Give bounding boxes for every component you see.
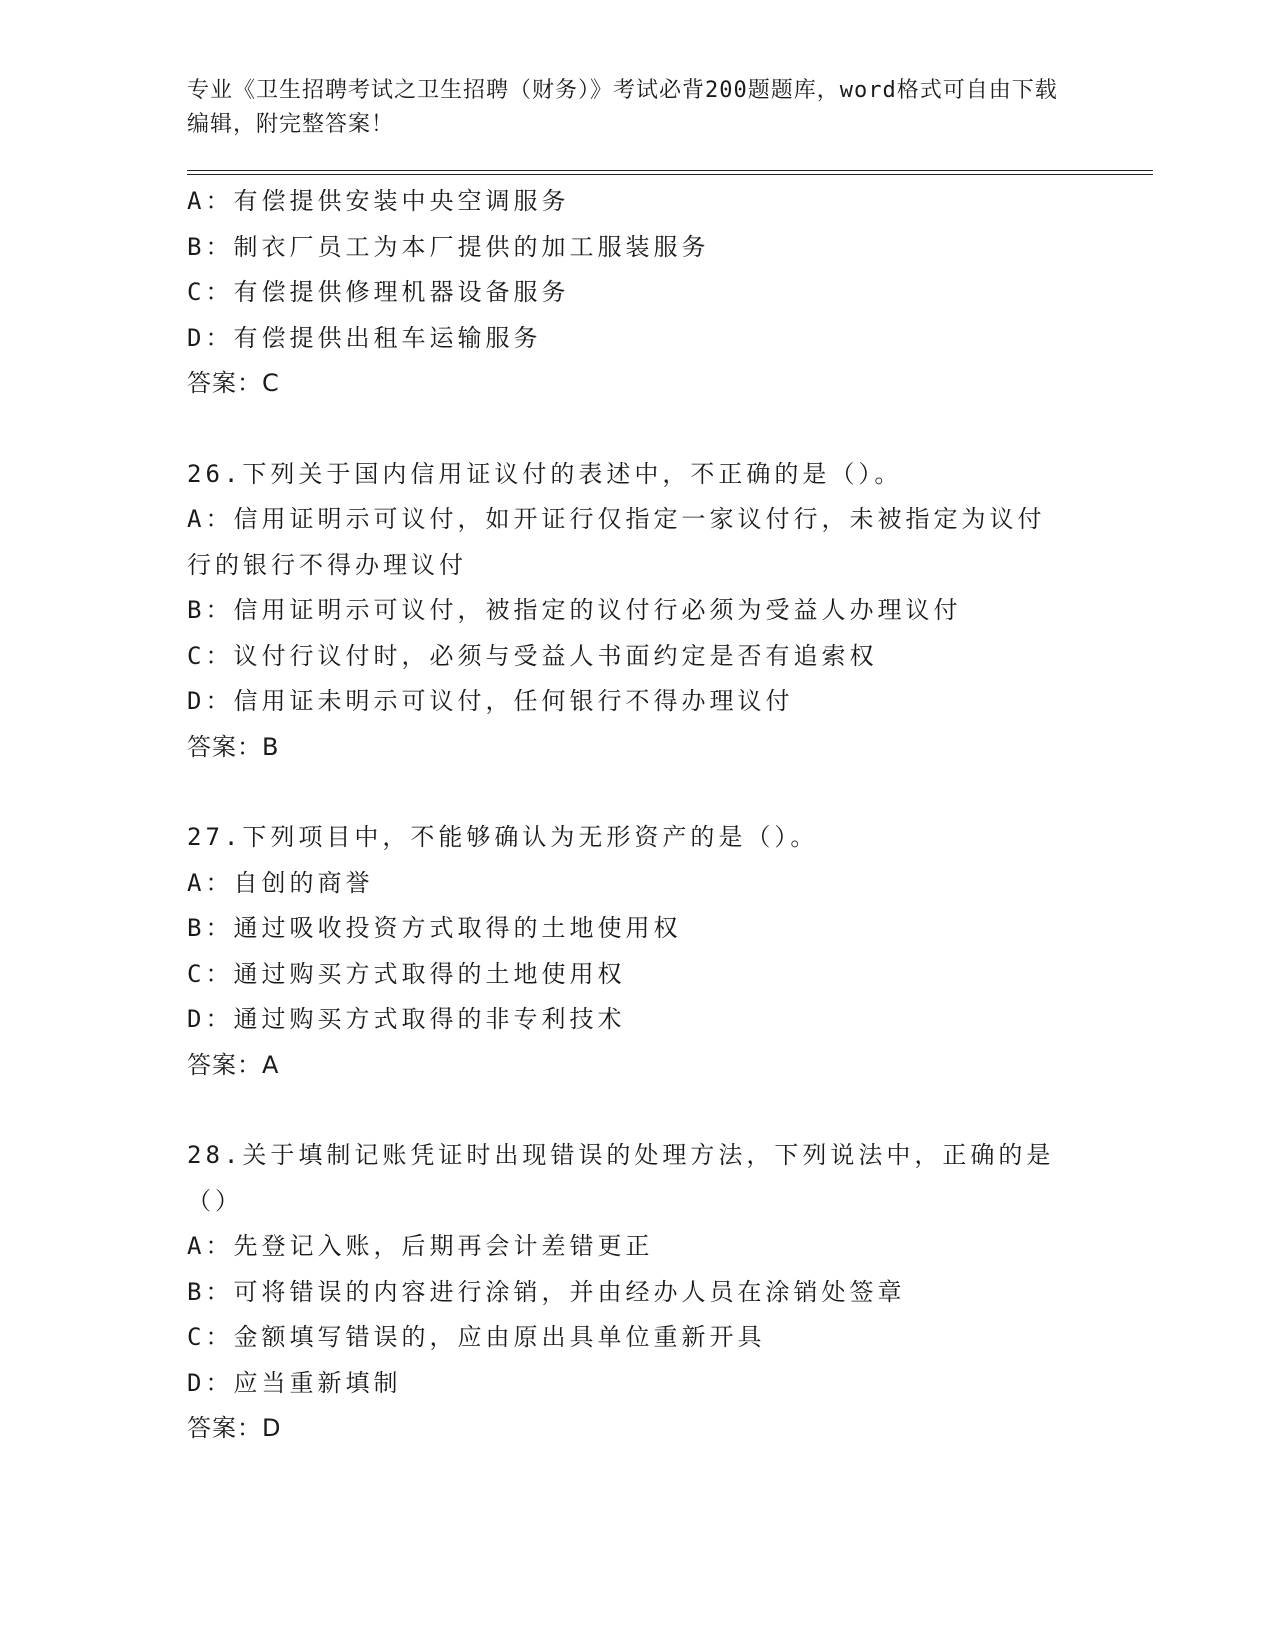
option-b: B：信用证明示可议付，被指定的议付行必须为受益人办理议付 — [187, 596, 962, 624]
header-double-rule — [187, 170, 1153, 175]
option-b: B：可将错误的内容进行涂销，并由经办人员在涂销处签章 — [187, 1277, 906, 1306]
question-stem: 28.关于填制记账凭证时出现错误的处理方法，下列说法中，正确的是（） — [187, 1141, 1055, 1215]
spacer — [187, 1088, 1147, 1133]
document-page — [187, 74, 1147, 1452]
option-a: A：先登记入账，后期再会计差错更正 — [187, 1232, 654, 1260]
option-c: C：议付行议付时，必须与受益人书面约定是否有追索权 — [187, 641, 878, 670]
question-26 — [187, 452, 1147, 771]
answer: 答案：D — [187, 1414, 282, 1442]
option-b: B：制衣厂员工为本厂提供的加工服装服务 — [187, 232, 710, 261]
option-c: C：金额填写错误的，应由原出具单位重新开具 — [187, 1323, 766, 1351]
option-a: A：自创的商誉 — [187, 868, 374, 897]
question-28 — [187, 1133, 1147, 1452]
answer: 答案：A — [187, 1050, 280, 1079]
option-a: A：有偿提供安装中央空调服务 — [187, 187, 570, 215]
document-header: 专业《卫生招聘考试之卫生招聘（财务）》考试必背200题题库，word格式可自由下载编辑，附完整答案！ — [187, 78, 1058, 137]
option-c: C：通过购买方式取得的土地使用权 — [187, 959, 626, 988]
spacer — [187, 407, 1147, 452]
option-d: D：应当重新填制 — [187, 1368, 402, 1397]
option-d: D：通过购买方式取得的非专利技术 — [187, 1005, 626, 1033]
option-d: D：信用证未明示可议付，任何银行不得办理议付 — [187, 687, 794, 715]
question-stem: 27.下列项目中，不能够确认为无形资产的是（）。 — [187, 823, 819, 851]
answer: 答案：B — [187, 732, 280, 761]
option-a: A：信用证明示可议付，如开证行仅指定一家议付行，未被指定为议付行的银行不得办理议付 — [187, 505, 1046, 579]
answer: 答案：C — [187, 369, 280, 397]
option-b: B：通过吸收投资方式取得的土地使用权 — [187, 914, 682, 942]
option-c: C：有偿提供修理机器设备服务 — [187, 278, 570, 306]
question-stem: 26.下列关于国内信用证议付的表述中，不正确的是（）。 — [187, 459, 903, 488]
document-body — [187, 179, 1147, 1452]
question-27 — [187, 815, 1147, 1088]
spacer — [187, 770, 1147, 815]
question-25-tail — [187, 179, 1147, 407]
option-d: D：有偿提供出租车运输服务 — [187, 323, 542, 352]
